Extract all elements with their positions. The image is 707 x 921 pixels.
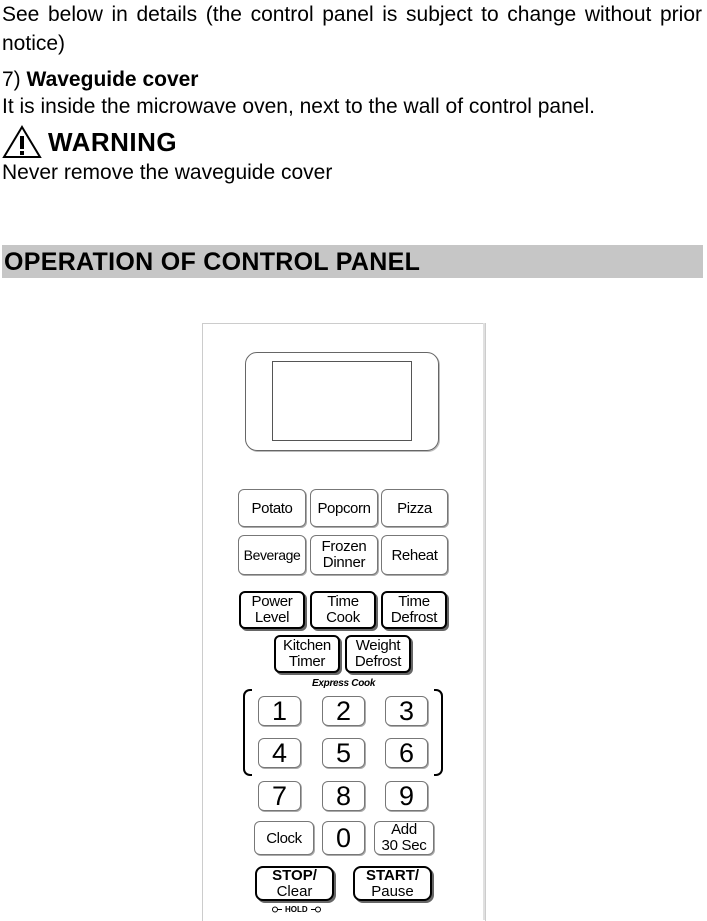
hold-label: HOLD: [285, 905, 308, 914]
start-label: START/: [365, 866, 420, 884]
weight-label: Weight: [355, 637, 401, 654]
stop-clear-button[interactable]: [255, 866, 334, 901]
digit-9-button[interactable]: [385, 781, 428, 811]
express-bracket-left: [243, 689, 252, 776]
beverage-label: Beverage: [243, 546, 301, 563]
potato-button[interactable]: [238, 489, 306, 527]
defrost-label: Defrost: [390, 609, 438, 626]
popcorn-label: Popcorn: [317, 499, 371, 517]
operation-heading: OPERATION OF CONTROL PANEL: [2, 245, 703, 278]
digit-1-button[interactable]: [258, 696, 301, 726]
clear-label: Clear: [276, 882, 313, 900]
add-30-sec-button[interactable]: [374, 821, 434, 855]
warning-text: Never remove the waveguide cover: [2, 161, 333, 184]
digit-5-button[interactable]: [322, 738, 365, 768]
popcorn-button[interactable]: [310, 489, 378, 527]
frozen-label: Frozen: [321, 538, 367, 555]
key-icon: [272, 905, 282, 914]
potato-label: Potato: [251, 499, 293, 517]
frozen-dinner-button[interactable]: [310, 535, 378, 575]
hold-indicator: [272, 905, 321, 914]
power-label: Power: [251, 593, 293, 610]
stop-label: STOP/: [272, 866, 317, 884]
digit-7-button[interactable]: [258, 781, 301, 811]
pizza-button[interactable]: [381, 489, 448, 527]
digit-6-button[interactable]: [385, 738, 428, 768]
warning-triangle-icon: [2, 125, 42, 159]
section-number: 7): [2, 68, 21, 91]
express-bracket-right: [434, 689, 443, 776]
digit-label: 0: [335, 823, 352, 853]
digit-3-button[interactable]: [385, 696, 428, 726]
section-7-description: It is inside the microwave oven, next to the wall of control panel.: [2, 95, 595, 118]
time-label: Time: [327, 593, 359, 610]
digit-label: 1: [271, 696, 288, 726]
digit-label: 7: [271, 781, 288, 811]
30-sec-label: 30 Sec: [381, 837, 427, 854]
level-label: Level: [254, 609, 290, 626]
digit-label: 6: [398, 738, 415, 768]
time-defrost-button[interactable]: [381, 591, 447, 629]
digit-2-button[interactable]: [322, 696, 365, 726]
reheat-button[interactable]: [381, 535, 448, 575]
warning-row: [2, 124, 177, 160]
display-screen: [272, 361, 412, 441]
section-title: Waveguide cover: [26, 68, 199, 91]
add-label: Add: [391, 821, 417, 838]
beverage-button[interactable]: [238, 535, 306, 575]
pizza-label: Pizza: [397, 499, 432, 517]
timer-label: Timer: [288, 653, 326, 670]
intro-text: See below in details (the control panel is subject to change without prior notice): [2, 3, 702, 55]
digit-label: 4: [271, 738, 288, 768]
time-label: Time: [398, 593, 430, 610]
digit-4-button[interactable]: [258, 738, 301, 768]
key-icon: [311, 905, 321, 914]
time-cook-button[interactable]: [310, 591, 376, 629]
digit-0-button[interactable]: [322, 821, 365, 855]
power-level-button[interactable]: [239, 591, 305, 629]
weight-defrost-button[interactable]: [345, 635, 411, 673]
pause-label: Pause: [371, 882, 414, 900]
defrost-label: Defrost: [354, 653, 402, 670]
kitchen-timer-button[interactable]: [274, 635, 340, 673]
digit-8-button[interactable]: [322, 781, 365, 811]
digit-label: 8: [335, 781, 352, 811]
cook-label: Cook: [326, 609, 360, 626]
clock-label: Clock: [266, 829, 302, 847]
kitchen-label: Kitchen: [283, 637, 331, 654]
digit-label: 2: [335, 696, 352, 726]
reheat-label: Reheat: [391, 546, 438, 564]
warning-label: WARNING: [48, 126, 178, 157]
section-7-title: [2, 67, 198, 93]
clock-button[interactable]: [254, 821, 314, 855]
control-panel-edge: [483, 323, 485, 920]
digit-label: 5: [335, 738, 352, 768]
digit-label: 9: [398, 781, 415, 811]
digit-label: 3: [398, 696, 415, 726]
start-pause-button[interactable]: [353, 866, 432, 901]
dinner-label: Dinner: [322, 554, 366, 571]
express-cook-label: Express Cook: [312, 678, 376, 689]
